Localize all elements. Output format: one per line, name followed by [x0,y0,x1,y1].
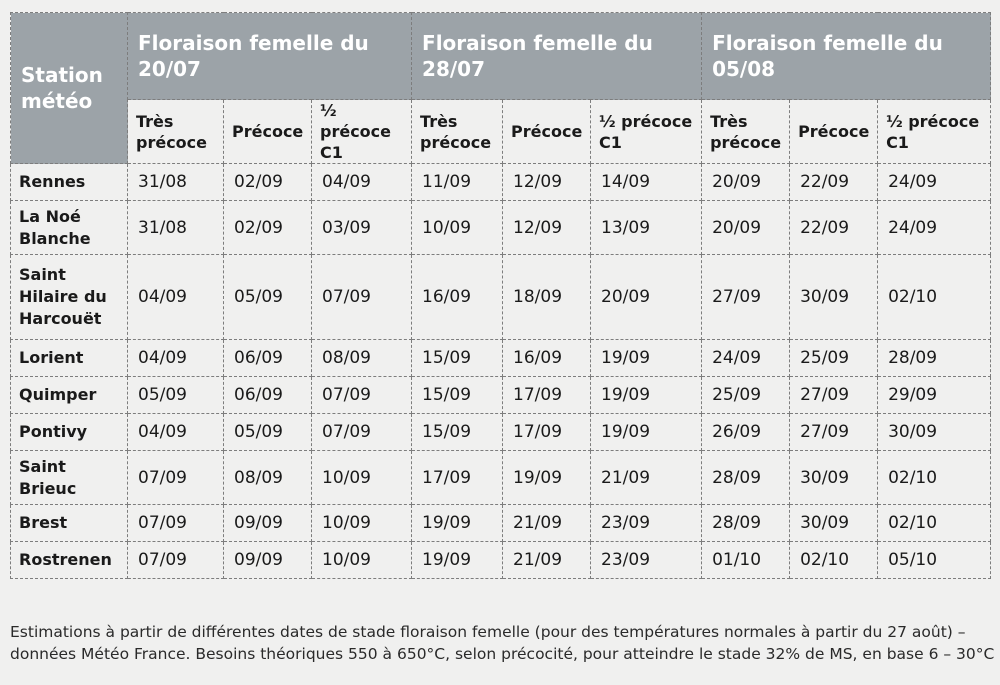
date-cell: 04/09 [312,164,412,201]
date-cell: 07/09 [128,505,224,542]
date-cell: 02/09 [224,164,312,201]
date-cell: 07/09 [312,414,412,451]
date-cell: 27/09 [702,255,790,340]
date-cell: 20/09 [702,201,790,255]
date-cell: 22/09 [790,201,878,255]
date-cell: 12/09 [503,201,591,255]
sub-header: Précoce [224,100,312,164]
date-cell: 07/09 [128,542,224,579]
date-cell: 29/09 [878,377,991,414]
station-name: Brest [11,505,128,542]
date-cell: 10/09 [412,201,503,255]
date-cell: 02/09 [224,201,312,255]
table-row [11,542,991,579]
date-cell: 05/09 [224,414,312,451]
station-name: Rennes [11,164,128,201]
table-row [11,255,991,340]
date-cell: 07/09 [312,255,412,340]
group-header-20-07: Floraison femelle du 20/07 [128,13,412,100]
station-header: Station météo [11,13,128,164]
date-cell: 17/09 [503,377,591,414]
date-cell: 10/09 [312,451,412,505]
station-name: Saint Hilaire du Harcouët [11,255,128,340]
station-name: Lorient [11,340,128,377]
sub-header: Précoce [503,100,591,164]
date-cell: 25/09 [790,340,878,377]
date-cell: 28/09 [878,340,991,377]
date-cell: 22/09 [790,164,878,201]
date-cell: 17/09 [503,414,591,451]
footnote: Estimations à partir de différentes dates de stade floraison femelle (pour des températures normales à partir du 27 août) – données Météo France. Besoins théoriques 550 à 650°C, selon précocité, pour atteindre le stade 32% de MS, en base 6 – 30°C [10,622,995,663]
header-row-subgroups [11,100,991,164]
header-row-groups [11,13,991,100]
date-cell: 02/10 [878,255,991,340]
sub-header: ½ précoce C1 [591,100,702,164]
date-cell: 26/09 [702,414,790,451]
date-cell: 11/09 [412,164,503,201]
date-cell: 17/09 [412,451,503,505]
date-cell: 12/09 [503,164,591,201]
flowering-table [10,12,991,579]
date-cell: 21/09 [591,451,702,505]
date-cell: 24/09 [878,201,991,255]
station-name: Quimper [11,377,128,414]
date-cell: 14/09 [591,164,702,201]
date-cell: 20/09 [591,255,702,340]
date-cell: 30/09 [790,505,878,542]
date-cell: 19/09 [412,505,503,542]
sub-header: ½ précoce C1 [878,100,991,164]
station-name: Saint Brieuc [11,451,128,505]
group-header-28-07: Floraison femelle du 28/07 [412,13,702,100]
date-cell: 28/09 [702,451,790,505]
table-row [11,451,991,505]
date-cell: 07/09 [312,377,412,414]
table-row [11,164,991,201]
table-row [11,340,991,377]
table-row [11,377,991,414]
date-cell: 19/09 [503,451,591,505]
date-cell: 31/08 [128,201,224,255]
date-cell: 10/09 [312,542,412,579]
date-cell: 19/09 [412,542,503,579]
date-cell: 05/09 [128,377,224,414]
date-cell: 15/09 [412,340,503,377]
date-cell: 28/09 [702,505,790,542]
data-table-container [10,12,990,579]
date-cell: 18/09 [503,255,591,340]
date-cell: 16/09 [412,255,503,340]
date-cell: 05/09 [224,255,312,340]
date-cell: 23/09 [591,505,702,542]
date-cell: 25/09 [702,377,790,414]
date-cell: 07/09 [128,451,224,505]
station-name: Rostrenen [11,542,128,579]
date-cell: 01/10 [702,542,790,579]
date-cell: 09/09 [224,542,312,579]
date-cell: 04/09 [128,340,224,377]
date-cell: 31/08 [128,164,224,201]
date-cell: 30/09 [790,451,878,505]
date-cell: 27/09 [790,414,878,451]
date-cell: 21/09 [503,505,591,542]
station-name: La Noé Blanche [11,201,128,255]
date-cell: 02/10 [878,451,991,505]
table-row [11,414,991,451]
date-cell: 08/09 [312,340,412,377]
date-cell: 19/09 [591,340,702,377]
date-cell: 20/09 [702,164,790,201]
sub-header: Précoce [790,100,878,164]
date-cell: 04/09 [128,255,224,340]
date-cell: 15/09 [412,377,503,414]
date-cell: 04/09 [128,414,224,451]
date-cell: 06/09 [224,340,312,377]
date-cell: 24/09 [878,164,991,201]
date-cell: 13/09 [591,201,702,255]
date-cell: 02/10 [790,542,878,579]
date-cell: 30/09 [790,255,878,340]
table-row [11,505,991,542]
date-cell: 06/09 [224,377,312,414]
date-cell: 23/09 [591,542,702,579]
table-row [11,201,991,255]
station-name: Pontivy [11,414,128,451]
date-cell: 30/09 [878,414,991,451]
date-cell: 16/09 [503,340,591,377]
date-cell: 27/09 [790,377,878,414]
sub-header: ½ précoce C1 [312,100,412,164]
date-cell: 24/09 [702,340,790,377]
sub-header: Très précoce [412,100,503,164]
date-cell: 19/09 [591,377,702,414]
date-cell: 15/09 [412,414,503,451]
date-cell: 10/09 [312,505,412,542]
date-cell: 08/09 [224,451,312,505]
date-cell: 03/09 [312,201,412,255]
date-cell: 02/10 [878,505,991,542]
sub-header: Très précoce [702,100,790,164]
date-cell: 05/10 [878,542,991,579]
group-header-05-08: Floraison femelle du 05/08 [702,13,991,100]
sub-header: Très précoce [128,100,224,164]
date-cell: 09/09 [224,505,312,542]
date-cell: 19/09 [591,414,702,451]
date-cell: 21/09 [503,542,591,579]
